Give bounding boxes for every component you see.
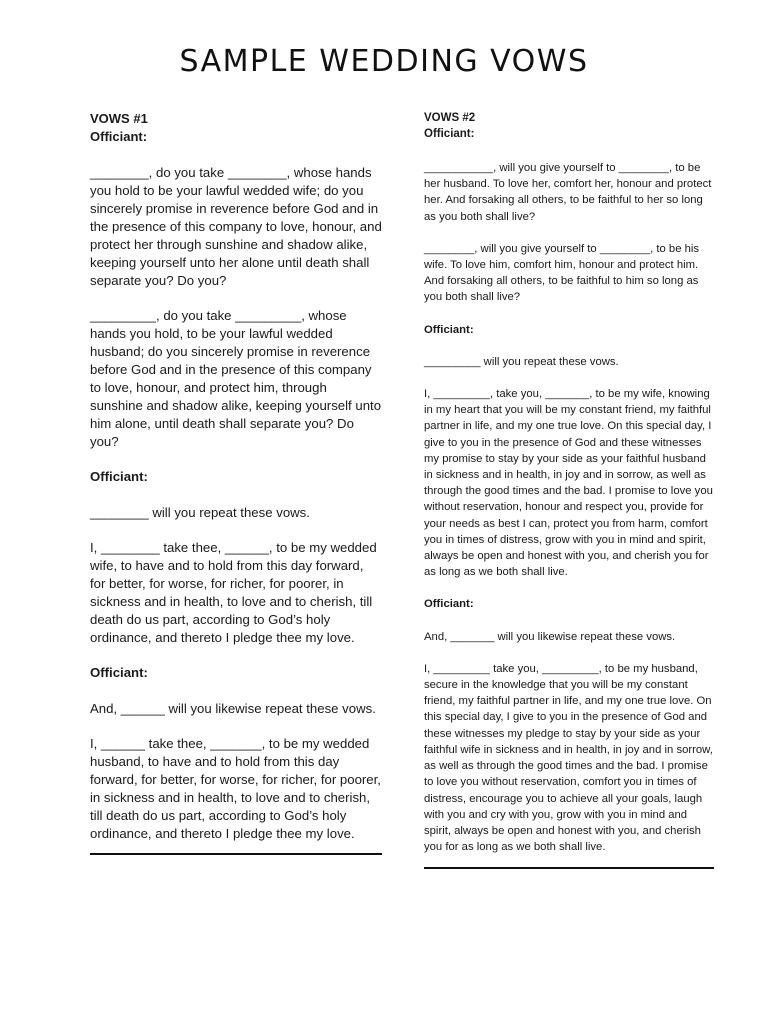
groom-vow: I, _________, take you, _______, to be my wife, knowing in my heart that you will be my constant friend, my faithful partner in life, and my one true love. On this special day, I give to you in the presence of God and these witnesses my promise to stay by your side as your faithful husband in sickness and in health, in joy and in sorrow, as well as through the good times and the bad. I promise to love you without reservation, honour and respect you, provide for your needs as best I can, protect you from harm, comfort you in times of distress, grow with you in mind and spirit, always be open and honest with you, and cherish you for as long as we both shall live. — [424, 388, 713, 579]
officiant-label: Officiant: — [90, 129, 148, 144]
repeat-vows-prompt: _________ will you repeat these vows. — [424, 355, 619, 368]
section-divider — [90, 853, 382, 855]
bride-vow: I, _________ take you, _________, to be my husband, secure in the knowledge that you will be my constant friend, my faithful partner in life, and my one true love. On this special day, I give to you in the presence of God and these witnesses my pledge to stay by your side as your faithful wife in sickness and in health, in joy and in sorrow, as well as through the good times and the bad. I promise to love you without reservation, comfort you in times of distress, encourage you to achieve all your goals, laugh with you and cry with you, grow with you in mind and spirit, always be open and honest with you, and cherish you for as long as we both shall live. — [424, 662, 713, 854]
vow-question-bride: _________, do you take _________, whose hands you hold, to be your lawful wedded husband; do you sincerely promise in reverence before God and in the presence of this company to love, honour, and protect him, through sunshine and shadow alike, keeping yourself unto him alone, until death shall separate you? Do you? — [90, 308, 382, 449]
vows-2-heading: VOWS #2 — [424, 112, 476, 124]
officiant-label: Officiant: — [90, 469, 148, 484]
vow-question-groom: ________, do you take ________, whose hands you hold to be your lawful wedded wife; do you sincerely promise in reverence before God and in the presence of this company to love, honour, and protect her through sunshine and shadow alike, keeping yourself unto her alone until death shall separate you? Do you? — [90, 165, 382, 288]
officiant-label: Officiant: — [424, 128, 475, 140]
repeat-vows-prompt: ________ will you repeat these vows. — [90, 505, 310, 520]
vows-1-heading: VOWS #1 — [90, 111, 148, 126]
officiant-label: Officiant: — [424, 598, 474, 611]
bride-vow: I, ______ take thee, _______, to be my wedded husband, to have and to hold from this day forward, for better, for worse, for richer, for poorer, in sickness and in health, to love and to cherish, till death do us part, according to God’s holy ordinance, and thereto I pledge thee my love. — [90, 736, 381, 841]
page-title: SAMPLE WEDDING VOWS — [179, 44, 589, 79]
likewise-repeat-prompt: And, ______ will you likewise repeat these vows. — [90, 701, 376, 716]
vows-1-column — [90, 110, 382, 855]
section-divider — [424, 867, 714, 869]
groom-vow: I, ________ take thee, ______, to be my wedded wife, to have and to hold from this day forward, for better, for worse, for richer, for poorer, in sickness and in health, to love and to cherish, till death do us part, according to God’s holy ordinance, and thereto I pledge thee my love. — [90, 540, 377, 645]
officiant-label: Officiant: — [90, 665, 148, 680]
officiant-label: Officiant: — [424, 323, 474, 336]
likewise-repeat-prompt: And, _______ will you likewise repeat these vows. — [424, 630, 676, 643]
vow-question-bride: ________, will you give yourself to ________, to be his wife. To love him, comfort him, honour and protect him. And forsaking all others, to be faithful to him so long as you both shall live? — [424, 242, 700, 304]
vows-2-column — [424, 110, 716, 869]
vow-question-groom: ___________, will you give yourself to ________, to be her husband. To love her, comfort her, honour and protect her. And forsaking all others, to be faithful to her so long as you both shall live? — [424, 162, 712, 223]
